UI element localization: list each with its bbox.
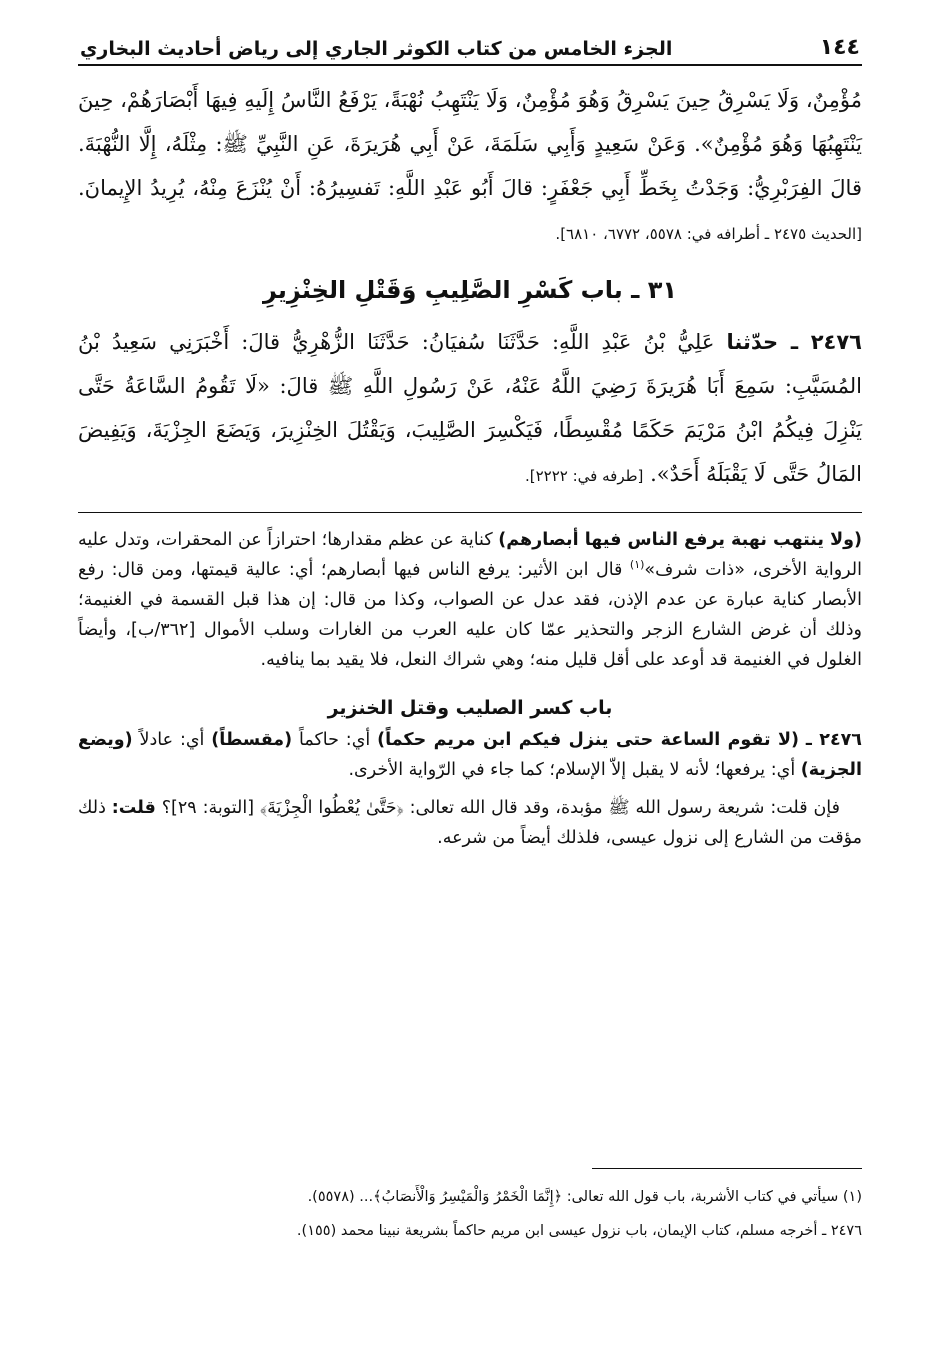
commentary-text: أي: عادلاً: [132, 730, 212, 750]
commentary-hadith-number: ٢٤٧٦ ـ: [805, 730, 862, 750]
hadith-cross-reference: [الحديث ٢٤٧٥ ـ أطرافه في: ٥٥٧٨، ٦٧٧٢، ٦٨١٠].: [555, 225, 862, 243]
commentary-quote: (مقسطاً): [211, 730, 293, 750]
commentary-text: ذلك مؤقت من الشارع إلى نزول عيسى، فلذلك أيضاً من شرعه.: [78, 798, 862, 848]
commentary-quote: (لا تقوم الساعة حتى ينزل فيكم ابن مريم حكماً): [377, 730, 799, 750]
hadith-continuation-text: مُؤْمِنٌ، وَلَا يَسْرِقُ حِينَ يَسْرِقُ وَهُوَ مُؤْمِنٌ، وَلَا يَنْتَهِبُ نُهْبَةً، يَرْفَعُ النَّاسُ إِلَيهِ فِيهَا أَبْصَارَهُمْ، حِينَ يَنْتَهِبُهَا وَهُوَ مُؤْمِنٌ». وَعَنْ سَعِيدٍ وَأَبِي سَلَمَةَ، عَنْ أَبِي هُرَيرَةَ، عَنِ النَّبِيِّ ﷺ: مِثْلَهُ، إِلَّا النُّهْبَةَ. قالَ الفِرَبْرِيُّ: وَجَدْتُ بِخَطِّ أَبِي جَعْفَرٍ: قالَ أَبُو عَبْدِ اللَّهِ: تَفسِيرُهُ: أَنْ يُنْزَعَ مِنْهُ، يُرِيدُ الإِيمانَ.: [78, 88, 862, 200]
running-header: [78, 22, 862, 66]
running-title: الجزء الخامس من كتاب الكوثر الجاري إلى رياض أحاديث البخاري: [80, 38, 673, 60]
footnote-marker: (١): [629, 558, 645, 572]
commentary-paragraph-1: [78, 525, 862, 675]
commentary-quote: (ولا ينتهب نهبة يرفع الناس فيها أبصارهم): [498, 530, 862, 550]
footnotes: [78, 1180, 862, 1248]
commentary-quote: (ويضع الجزية): [78, 730, 862, 780]
page-number: ١٤٤: [819, 35, 860, 60]
hadith-cross-reference: [طرفه في: ٢٢٢٢].: [524, 467, 644, 485]
hadith-2476: [78, 320, 862, 498]
commentary-text: أي: حاكماً: [292, 730, 378, 750]
chapter-heading: ٣١ ـ باب كَسْرِ الصَّلِيبِ وَقَتْلِ الخِنْزِيرِ: [262, 276, 678, 304]
commentary-text: فإن قلت: شريعة رسول الله ﷺ مؤبدة، وقد قال الله تعالى: ﴿حَتَّىٰ يُعْطُوا الْجِزْيَةَ﴾ [التوبة: ٢٩]؟: [155, 798, 840, 818]
footnote-1: (١) سيأتي في كتاب الأشربة، باب قول الله تعالى: ﴿إِنَّمَا الْخَمْرُ وَالْمَيْسِرُ وَالْأَنصَابُ﴾... (٥٥٧٨).: [307, 1189, 862, 1205]
footnote-rule: [592, 1168, 862, 1169]
hadith-continuation: [78, 78, 862, 256]
commentary-text: كناية عن عظم مقدارها؛ احترازاً عن المحقرات، وتدل عليه الرواية الأخرى، «ذات شرف»: [78, 530, 862, 580]
hadith-number: ٢٤٧٦ ـ حدّثنا: [726, 330, 862, 354]
hadith-text: عَلِيُّ بْنُ عَبْدِ اللَّهِ: حَدَّثَنَا سُفيَانُ: حَدَّثَنَا الزُّهْرِيُّ قالَ: أَخْبَرَنِي سَعِيدُ بْنُ المُسَيَّبِ: سَمِعَ أَبَا هُرَيرَةَ رَضِيَ اللَّهُ عَنْهُ، عَنْ رَسُولِ اللَّهِ ﷺ قالَ: «لَا تَقُومُ السَّاعَةُ حَتَّى يَنْزِلَ فِيكُمُ ابْنُ مَرْيَمَ حَكَمًا مُقْسِطًا، فَيَكْسِرَ الصَّلِيبَ، وَيَقْتُلَ الخِنْزِيرَ، وَيَضَعَ الجِزْيَةَ، وَيَفِيضَ المَالُ حَتَّى لَا يَقْبَلَهُ أَحَدٌ».: [78, 330, 862, 486]
commentary-text: قال ابن الأثير: يرفع الناس فيها أبصارهم؛ أي: عالية قيمتها، ومن قال: رفع الأبصار كناية عبارة عن عدم الإذن، فقد عدل عن الصواب، وكذا من قال: إن هذا قبل القسمة في الغنيمة؛ وذلك أن غرض الشارع الزجر والتحذير عمّا كان عليه العرب من الغارات وسلب الأموال [٣٦٢/ب]، وأيضاً الغلول في الغنيمة قد أوعد على أقل قليل منه؛ وهي شراك النعل، فلا يقيد بما ينافيه.: [78, 560, 862, 670]
footnote-2: ٢٤٧٦ ـ أخرجه مسلم، كتاب الإيمان، باب نزول عيسى ابن مريم حاكماً بشريعة نبينا محمد (١٥٥).: [296, 1223, 862, 1239]
commentary-label: قلت:: [111, 798, 156, 818]
commentary-paragraph-3: [78, 793, 862, 853]
commentary-text: أي: يرفعها؛ لأنه لا يقبل إلاّ الإسلام؛ كما جاء في الرّواية الأخرى.: [348, 760, 801, 780]
commentary-paragraph-2: [78, 725, 862, 785]
text-commentary-separator: [78, 512, 862, 513]
commentary-heading: باب كسر الصليب وقتل الخنزير: [327, 697, 613, 719]
